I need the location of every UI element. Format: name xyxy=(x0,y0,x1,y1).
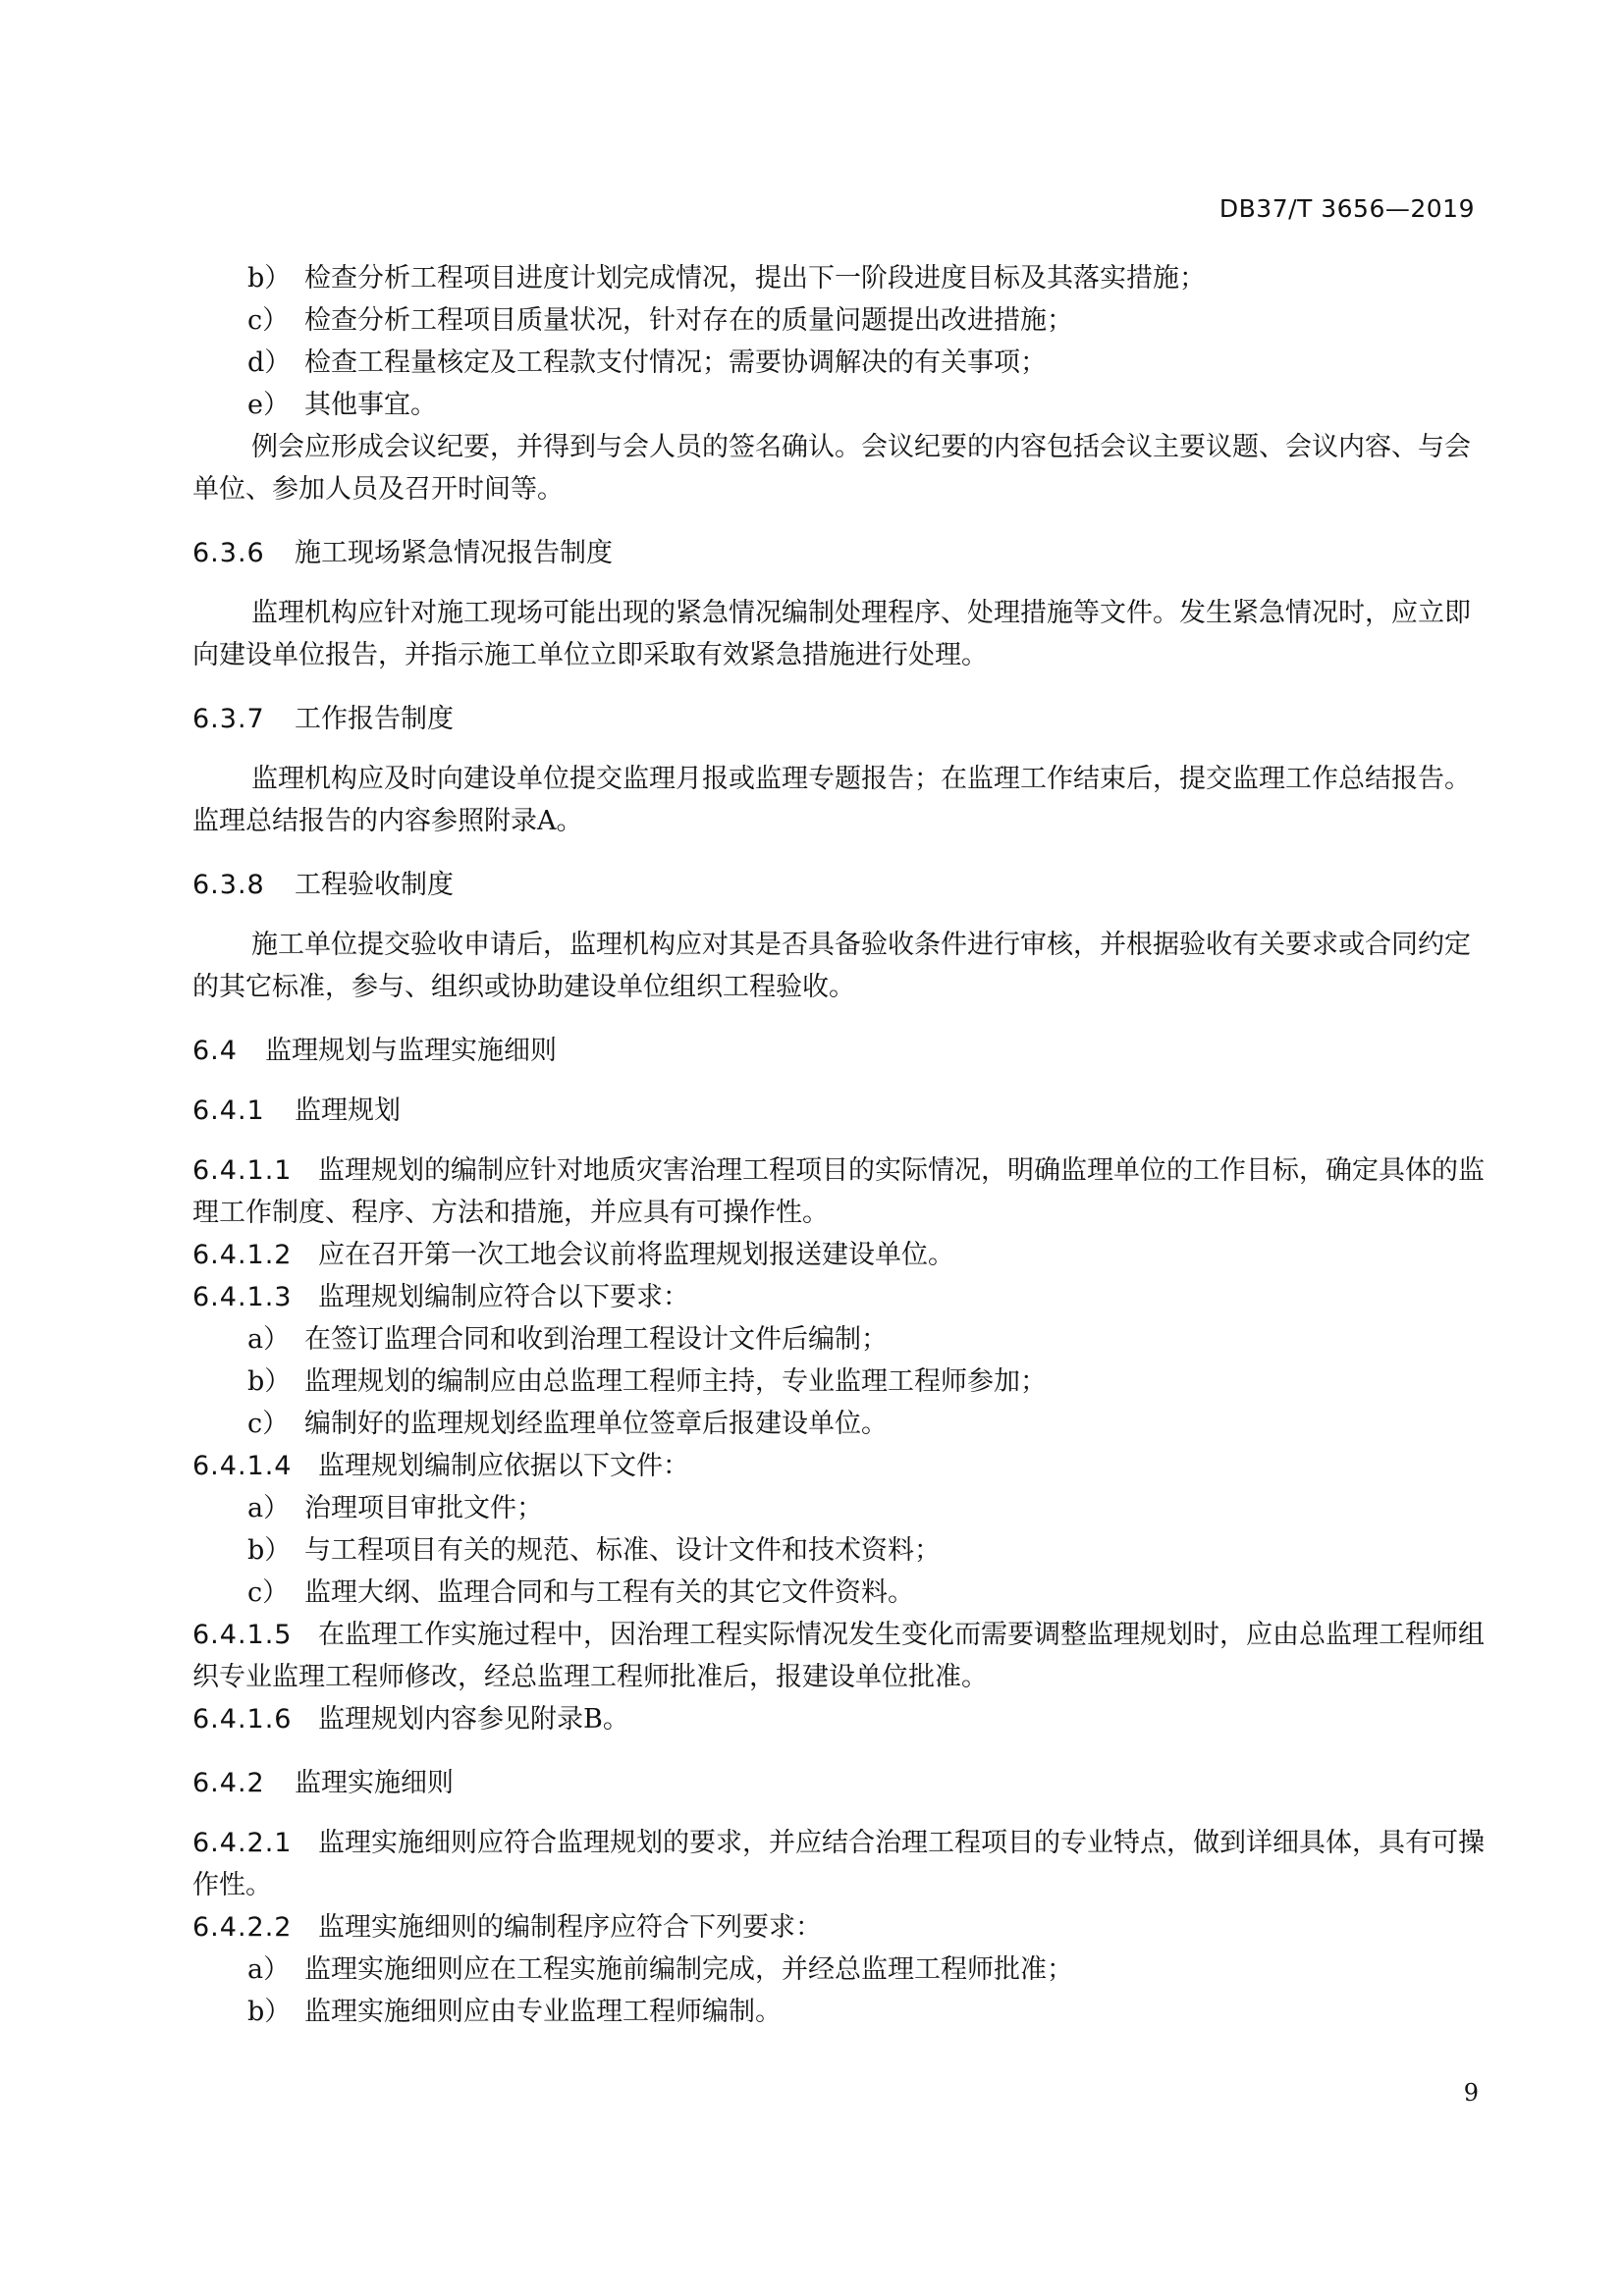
section-number: 6.3.6 xyxy=(192,538,265,568)
list-text: 监理大纲、监理合同和与工程有关的其它文件资料。 xyxy=(304,1577,914,1608)
list-text: 检查分析工程项目进度计划完成情况，提出下一阶段进度目标及其落实措施； xyxy=(304,263,1206,294)
list-item xyxy=(192,1318,1485,1361)
list-label: a） xyxy=(247,1493,291,1523)
section-title: 工作报告制度 xyxy=(295,704,454,734)
clause-6-4-2-1 xyxy=(192,1822,1485,1906)
list-text: 检查工程量核定及工程款支付情况；需要协调解决的有关事项； xyxy=(304,347,1047,378)
section-heading-6-3-8 xyxy=(192,864,1485,906)
list-item xyxy=(192,384,1485,426)
list-item xyxy=(192,1949,1485,1991)
list-label: c） xyxy=(247,305,290,336)
section-number: 6.4.2 xyxy=(192,1768,265,1798)
clause-number: 6.4.2.2 xyxy=(192,1912,293,1943)
list-item xyxy=(192,1572,1485,1614)
list-label: b） xyxy=(247,1997,292,2027)
paragraph-6-3-8: 施工单位提交验收申请后，监理机构应对其是否具备验收条件进行审核，并根据验收有关要求或合同约定的其它标准，参与、组织或协助建设单位组织工程验收。 xyxy=(192,930,1471,1002)
clause-text: 应在召开第一次工地会议前将监理规划报送建设单位。 xyxy=(318,1240,954,1270)
list-text: 其他事宜。 xyxy=(304,390,437,420)
list-label: b） xyxy=(247,1366,292,1397)
list-label: a） xyxy=(247,1324,291,1355)
meeting-minutes-paragraph: 例会应形成会议纪要，并得到与会人员的签名确认。会议纪要的内容包括会议主要议题、会议内容、与会单位、参加人员及召开时间等。 xyxy=(192,432,1471,505)
page-content xyxy=(192,257,1485,2033)
list-text: 监理实施细则应由专业监理工程师编制。 xyxy=(304,1997,782,2027)
page-number: 9 xyxy=(1463,2079,1479,2107)
section-title: 监理规划与监理实施细则 xyxy=(265,1036,557,1066)
document-id-header: DB37/T 3656—2019 xyxy=(1218,194,1475,223)
section-number: 6.4 xyxy=(192,1036,238,1066)
clause-6-4-1-2 xyxy=(192,1234,1485,1276)
list-label: b） xyxy=(247,1535,292,1566)
section-heading-6-3-6 xyxy=(192,532,1485,574)
list-item xyxy=(192,299,1485,342)
list-label: b） xyxy=(247,263,292,294)
list-item xyxy=(192,1361,1485,1403)
section-title: 监理实施细则 xyxy=(295,1768,454,1798)
section-number: 6.3.8 xyxy=(192,870,265,900)
clause-text: 在监理工作实施过程中，因治理工程实际情况发生变化而需要调整监理规划时，应由总监理工程师组织专业监理工程师修改，经总监理工程师批准后，报建设单位批准。 xyxy=(192,1620,1485,1692)
clause-number: 6.4.1.6 xyxy=(192,1704,293,1735)
clause-6-4-1-4 xyxy=(192,1445,1485,1487)
list-text: 检查分析工程项目质量状况，针对存在的质量问题提出改进措施； xyxy=(304,305,1073,336)
clause-6-4-1-6 xyxy=(192,1698,1485,1740)
list-label: c） xyxy=(247,1577,290,1608)
list-item xyxy=(192,1991,1485,2033)
clause-6-4-1-5 xyxy=(192,1614,1485,1698)
list-label: a） xyxy=(247,1954,291,1985)
clause-6-4-2-2 xyxy=(192,1906,1485,1949)
list-label: e） xyxy=(247,390,290,420)
paragraph-6-3-7: 监理机构应及时向建设单位提交监理月报或监理专题报告；在监理工作结束后，提交监理工作总结报告。监理总结报告的内容参照附录A。 xyxy=(192,764,1471,836)
clause-text: 监理规划内容参见附录B。 xyxy=(318,1704,629,1735)
list-item xyxy=(192,1487,1485,1529)
section-heading-6-4 xyxy=(192,1030,1485,1072)
clause-text: 监理规划的编制应针对地质灾害治理工程项目的实际情况，明确监理单位的工作目标，确定具体的监理工作制度、程序、方法和措施，并应具有可操作性。 xyxy=(192,1155,1485,1228)
list-text: 监理实施细则应在工程实施前编制完成，并经总监理工程师批准； xyxy=(304,1954,1073,1985)
list-label: c） xyxy=(247,1409,290,1439)
clause-text: 监理规划编制应符合以下要求： xyxy=(318,1282,689,1312)
section-heading-6-4-1 xyxy=(192,1090,1485,1132)
clause-number: 6.4.2.1 xyxy=(192,1828,293,1858)
section-number: 6.3.7 xyxy=(192,704,265,734)
section-heading-6-4-2 xyxy=(192,1762,1485,1804)
section-title: 监理规划 xyxy=(295,1095,401,1126)
list-label: d） xyxy=(247,347,292,378)
list-text: 治理项目审批文件； xyxy=(304,1493,543,1523)
list-text: 监理规划的编制应由总监理工程师主持，专业监理工程师参加； xyxy=(304,1366,1047,1397)
paragraph-6-3-6: 监理机构应针对施工现场可能出现的紧急情况编制处理程序、处理措施等文件。发生紧急情况时，应立即向建设单位报告，并指示施工单位立即采取有效紧急措施进行处理。 xyxy=(192,598,1471,670)
clause-text: 监理规划编制应依据以下文件： xyxy=(318,1451,689,1481)
clause-number: 6.4.1.5 xyxy=(192,1620,293,1650)
section-title: 工程验收制度 xyxy=(295,870,454,900)
clause-number: 6.4.1.3 xyxy=(192,1282,293,1312)
clause-text: 监理实施细则应符合监理规划的要求，并应结合治理工程项目的专业特点，做到详细具体，具有可操作性。 xyxy=(192,1828,1485,1900)
list-item xyxy=(192,1529,1485,1572)
list-item xyxy=(192,257,1485,299)
section-heading-6-3-7 xyxy=(192,698,1485,740)
clause-number: 6.4.1.1 xyxy=(192,1155,293,1186)
list-item xyxy=(192,1403,1485,1445)
list-text: 在签订监理合同和收到治理工程设计文件后编制； xyxy=(304,1324,888,1355)
clause-number: 6.4.1.4 xyxy=(192,1451,293,1481)
list-item xyxy=(192,342,1485,384)
clause-number: 6.4.1.2 xyxy=(192,1240,293,1270)
clause-6-4-1-3 xyxy=(192,1276,1485,1318)
section-number: 6.4.1 xyxy=(192,1095,265,1126)
section-title: 施工现场紧急情况报告制度 xyxy=(295,538,613,568)
list-text: 编制好的监理规划经监理单位签章后报建设单位。 xyxy=(304,1409,888,1439)
clause-text: 监理实施细则的编制程序应符合下列要求： xyxy=(318,1912,822,1943)
list-text: 与工程项目有关的规范、标准、设计文件和技术资料； xyxy=(304,1535,941,1566)
clause-6-4-1-1 xyxy=(192,1149,1485,1234)
